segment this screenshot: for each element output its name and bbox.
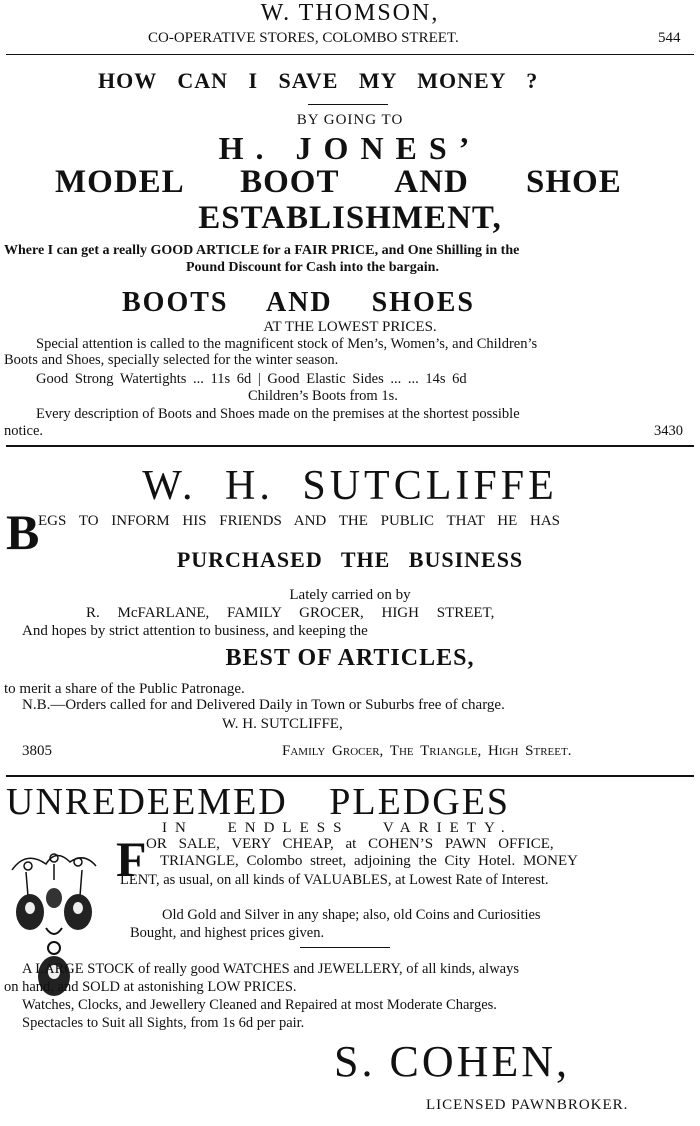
- ad3-sale3: LENT, as usual, on all kinds of VALUABLES, at Lowest Rate of Interest.: [120, 872, 549, 888]
- ad2-drop-cap: B: [6, 504, 40, 560]
- ad1-special1: Special attention is called to the magnificent stock of Men’s, Women’s, and Children’s: [36, 336, 538, 352]
- ad3-sub: IN ENDLESS VARIETY.: [162, 820, 513, 836]
- ad1-title2: ESTABLISHMENT,: [198, 200, 502, 236]
- ad1-headline: HOW CAN I SAVE MY MONEY ?: [98, 68, 539, 93]
- header-address: CO-OPERATIVE STORES, COLOMBO STREET.: [148, 30, 459, 46]
- ad1-by-going: BY GOING TO: [296, 112, 404, 128]
- ad1-name: H. JONES’: [218, 130, 482, 166]
- ad3-spectacles: Spectacles to Suit all Sights, from 1s 6d per pair.: [22, 1015, 305, 1031]
- ad3-short-rule: [300, 947, 390, 948]
- ad1-bottom-rule: [6, 445, 694, 447]
- ad3-gold1: Old Gold and Silver in any shape; also, old Coins and Curiosities: [162, 907, 541, 923]
- ad3-headline: UNREDEEMED PLEDGES: [6, 781, 511, 823]
- ad1-title1: MODEL BOOT AND SHOE: [55, 164, 622, 200]
- ad3-licensed: LICENSED PAWNBROKER.: [426, 1097, 629, 1113]
- header-rule: [6, 54, 694, 55]
- ad1-lowest: AT THE LOWEST PRICES.: [263, 319, 437, 335]
- ad2-best: BEST OF ARTICLES,: [225, 645, 475, 671]
- ad1-every2: notice.: [4, 423, 44, 439]
- ad2-purchased: PURCHASED THE BUSINESS: [176, 547, 524, 572]
- ad3-sale1: OR SALE, VERY CHEAP, at COHEN’S PAWN OFFICE,: [146, 836, 554, 852]
- ad2-nb: N.B.—Orders called for and Delivered Daily in Town or Suburbs free of charge.: [22, 697, 505, 713]
- ad2-name: W. H. SUTCLIFFE: [142, 463, 558, 509]
- ad2-signature: W. H. SUTCLIFFE,: [222, 716, 343, 732]
- ad2-begs: EGS TO INFORM HIS FRIENDS AND THE PUBLIC THAT HE HAS: [38, 513, 561, 529]
- ad1-prices: Good Strong Watertights ... 11s 6d | Good Elastic Sides ... ... 14s 6d: [36, 371, 467, 387]
- ad1-ref: 3430: [654, 423, 683, 439]
- ad2-mcfarlane: R. McFARLANE, FAMILY GROCER, HIGH STREET,: [86, 605, 495, 621]
- ad3-stock2: on hand, and SOLD at astonishing LOW PRICES.: [4, 979, 297, 995]
- ad1-short-rule: [308, 104, 388, 105]
- ad2-role: Family Grocer, The Triangle, High Street.: [282, 743, 572, 759]
- ad1-children: Children’s Boots from 1s.: [248, 388, 398, 404]
- ad3-sale2: TRIANGLE, Colombo street, adjoining the City Hotel. MONEY: [160, 853, 578, 869]
- ad1-desc1: Where I can get a really GOOD ARTICLE for a FAIR PRICE, and One Shilling in the: [4, 243, 520, 258]
- header-name: W. THOMSON,: [260, 0, 440, 26]
- ad3-gold2: Bought, and highest prices given.: [130, 925, 325, 941]
- ad2-ref: 3805: [22, 743, 52, 759]
- ad3-drop-cap: F: [116, 831, 147, 887]
- ad2-hopes: And hopes by strict attention to business, and keeping the: [22, 623, 368, 639]
- ad3-name: S. COHEN,: [334, 1037, 571, 1086]
- ad1-every1: Every description of Boots and Shoes made on the premises at the shortest possible: [36, 406, 520, 422]
- ad2-bottom-rule: [6, 775, 694, 777]
- ad1-special2: Boots and Shoes, specially selected for the winter season.: [4, 352, 339, 368]
- ad3-stock1: A LARGE STOCK of really good WATCHES and JEWELLERY, of all kinds, always: [22, 961, 519, 977]
- ad3-watches: Watches, Clocks, and Jewellery Cleaned and Repaired at most Moderate Charges.: [22, 997, 497, 1013]
- ad2-lately: Lately carried on by: [289, 587, 411, 603]
- page-number: 544: [658, 30, 681, 46]
- ad1-boots: BOOTS AND SHOES: [122, 287, 475, 318]
- ad2-merit: to merit a share of the Public Patronage.: [4, 681, 245, 697]
- ad1-desc2: Pound Discount for Cash into the bargain.: [186, 260, 439, 275]
